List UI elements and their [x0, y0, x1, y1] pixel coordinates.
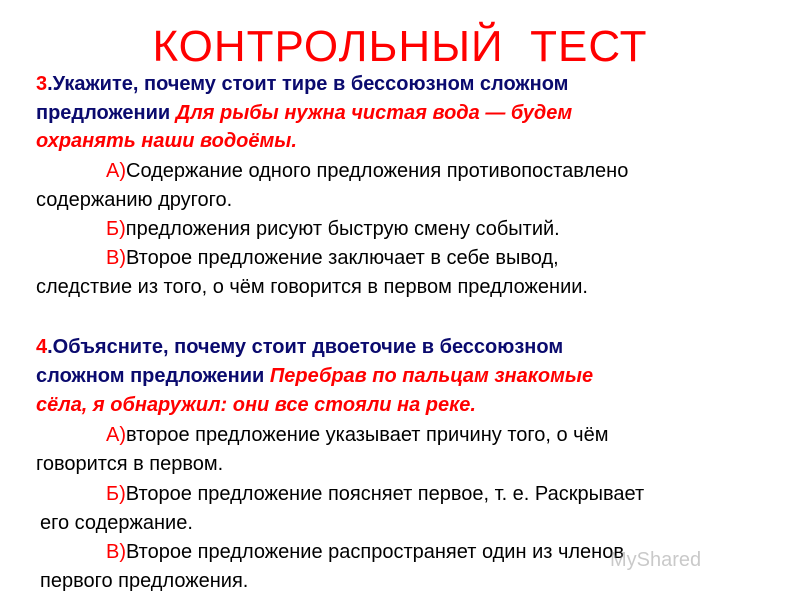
question-3-answer-b — [106, 215, 560, 243]
answer-letter: Б) — [106, 483, 126, 505]
question-3-answer-a — [106, 157, 628, 185]
question-3-answer-a-cont: содержанию другого. — [36, 189, 233, 211]
answer-letter: А) — [106, 424, 126, 446]
answer-letter: А) — [106, 160, 126, 182]
question-3-example-cont: охранять наши водоёмы. — [36, 130, 297, 152]
question-3-text-cont: предложении — [36, 102, 176, 124]
question-3-number: 3 — [36, 73, 48, 95]
question-4-line-2 — [36, 362, 593, 390]
question-4-answer-b — [106, 480, 644, 508]
answer-letter: В) — [106, 247, 126, 269]
question-4-answer-a-cont: говорится в первом. — [36, 453, 224, 475]
question-4-answer-a — [106, 421, 608, 449]
answer-text: Второе предложение заключает в себе вывод, — [126, 247, 559, 269]
question-3-text: .Укажите, почему стоит тире в бессоюзном сложном — [47, 73, 569, 95]
answer-text: Второе предложение распространяет один из членов — [126, 541, 624, 563]
answer-text: предложения рисуют быструю смену событий. — [125, 218, 560, 240]
question-4-text: .Объясните, почему стоит двоеточие в бессоюзном — [47, 336, 564, 358]
answer-text: Содержание одного предложения противопоставлено — [126, 160, 629, 182]
answer-text: второе предложение указывает причину того, о чём — [126, 424, 609, 446]
question-3-example: Для рыбы нужна чистая вода — будем — [175, 102, 573, 124]
question-4-answer-c — [106, 538, 624, 566]
question-4-text-cont: сложном предложении — [36, 365, 270, 387]
question-4-number: 4 — [36, 336, 48, 358]
question-3-answer-c — [106, 244, 559, 272]
watermark-logo: MyShared — [610, 549, 702, 571]
question-4-line-1 — [36, 333, 563, 361]
answer-letter: Б) — [106, 218, 126, 240]
question-4-answer-b-cont: его содержание. — [40, 512, 193, 534]
question-4-answer-c-cont: первого предложения. — [40, 570, 249, 592]
question-3-line-2 — [36, 99, 572, 127]
page-title: КОНТРОЛЬНЫЙ ТЕСТ — [152, 22, 648, 71]
answer-text: Второе предложение поясняет первое, т. е. Раскрывает — [125, 483, 645, 505]
question-3-line-1 — [36, 70, 568, 98]
answer-letter: В) — [106, 541, 126, 563]
question-3-answer-c-cont: следствие из того, о чём говорится в первом предложении. — [36, 276, 588, 298]
question-4-example-cont: сёла, я обнаружил: они все стояли на реке. — [36, 394, 476, 416]
question-4-example: Перебрав по пальцам знакомые — [269, 365, 594, 387]
